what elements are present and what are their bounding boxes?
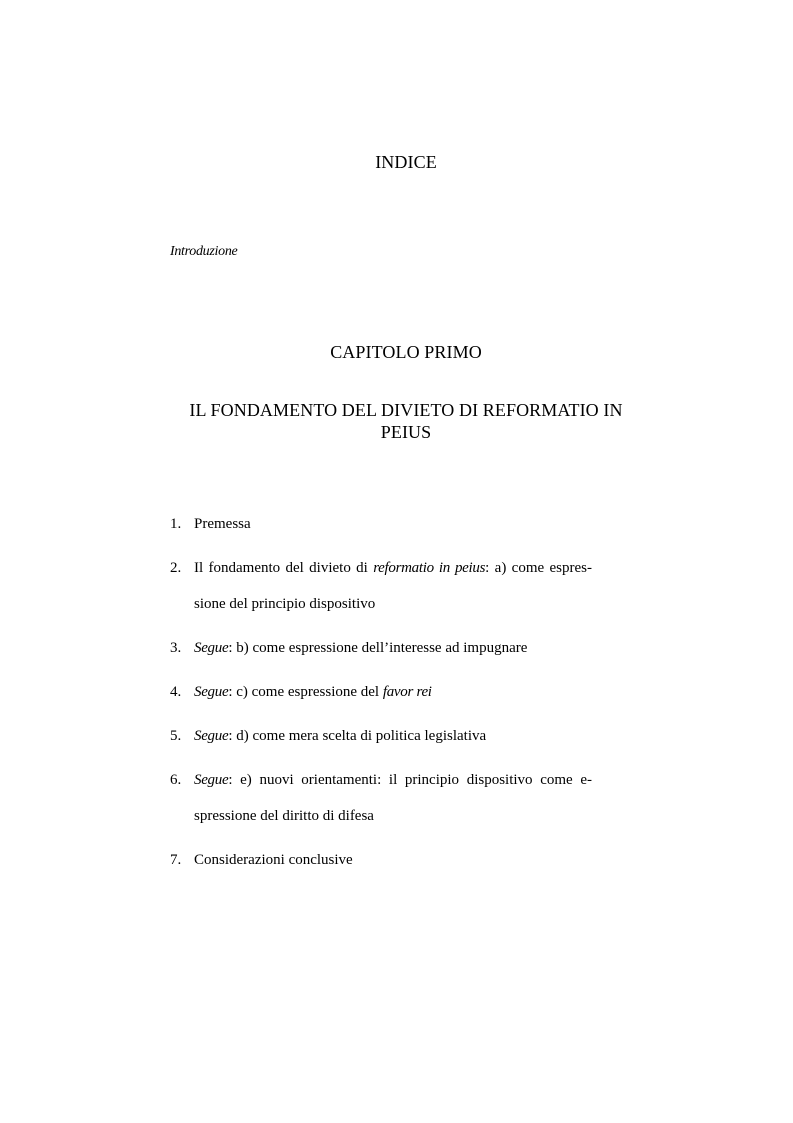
chapter-title: [120, 399, 692, 443]
toc-entry-number: 6.: [170, 772, 182, 788]
toc-entry-plain-text: Premessa: [194, 516, 251, 532]
toc-entry-italic-text: Segue: [194, 684, 229, 700]
toc-entry-number: 4.: [170, 684, 182, 700]
toc-entry: [170, 550, 592, 622]
toc-entry-italic-text: favor rei: [382, 684, 432, 700]
toc-entry-text: [194, 550, 592, 622]
toc-entry-number: 7.: [170, 852, 182, 868]
toc-entry-italic-text: reformatio in peius: [373, 560, 486, 576]
toc-entry-text: [194, 762, 592, 834]
introduction-entry: Introduzione: [170, 244, 238, 259]
table-of-contents: [170, 506, 592, 886]
toc-entry-plain-text: Considerazioni conclusive: [194, 852, 353, 868]
toc-entry-italic-text: Segue: [194, 728, 229, 744]
toc-entry-number: 1.: [170, 516, 182, 532]
toc-entry-text: [194, 718, 592, 754]
toc-entry-number: 3.: [170, 640, 182, 656]
toc-entry-plain-text: : c) come espressione del: [228, 684, 383, 700]
toc-entry: [170, 674, 592, 710]
toc-entry-plain-text: Il fondamento del divieto di: [194, 560, 374, 576]
chapter-title-line2: PEIUS: [380, 422, 432, 442]
toc-entry: [170, 506, 592, 542]
toc-entry-plain-text: : a) come espres-sione del principio dispositivo: [194, 560, 592, 612]
toc-entry-number: 5.: [170, 728, 182, 744]
toc-entry: [170, 718, 592, 754]
toc-entry-text: [194, 506, 592, 542]
index-title: INDICE: [375, 152, 437, 172]
chapter-label: CAPITOLO PRIMO: [330, 342, 482, 362]
toc-entry-text: [194, 630, 592, 666]
toc-entry-plain-text: : b) come espressione dell’interesse ad impugnare: [228, 640, 528, 656]
toc-entry: [170, 630, 592, 666]
toc-entry: [170, 762, 592, 834]
chapter-title-line1: IL FONDAMENTO DEL DIVIETO DI REFORMATIO IN: [189, 400, 623, 420]
toc-entry-plain-text: : d) come mera scelta di politica legislativa: [228, 728, 487, 744]
toc-entry-text: [194, 842, 592, 878]
toc-entry-italic-text: Segue: [194, 772, 229, 788]
toc-entry-plain-text: : e) nuovi orientamenti: il principio dispositivo come e-spressione del diritto di difesa: [194, 772, 592, 824]
toc-entry-italic-text: Segue: [194, 640, 229, 656]
toc-entry-text: [194, 674, 592, 710]
toc-entry: [170, 842, 592, 878]
toc-entry-number: 2.: [170, 560, 182, 576]
